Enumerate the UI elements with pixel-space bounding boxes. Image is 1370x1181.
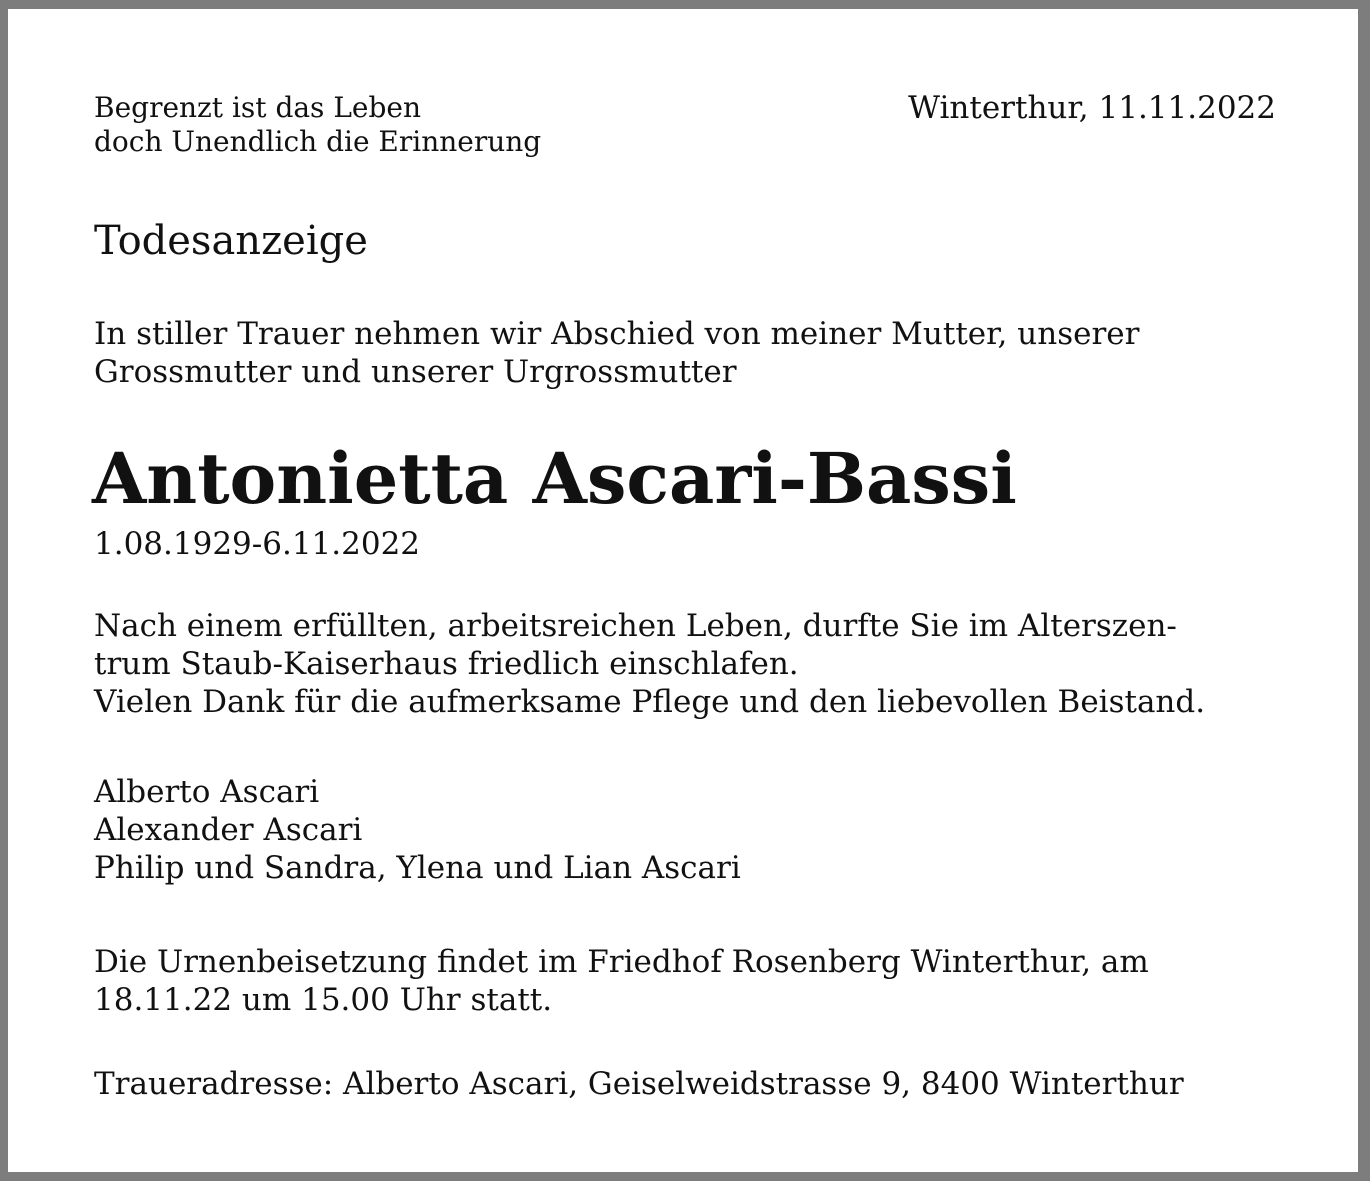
burial-line: 18.11.22 um 15.00 Uhr statt. <box>94 982 553 1018</box>
burial-info <box>94 943 1274 1019</box>
intro-line: In stiller Trauer nehmen wir Abschied von meiner Mutter, unserer <box>94 316 1140 352</box>
place-date: Winterthur, 11.11.2022 <box>908 90 1276 126</box>
message-line: trum Staub-Kaiserhaus friedlich einschlafen. <box>94 646 799 682</box>
mourner-name: Alberto Ascari <box>94 774 320 810</box>
motto-line: Begrenzt ist das Leben <box>94 91 422 124</box>
life-dates: 1.08.1929-6.11.2022 <box>94 526 421 562</box>
motto <box>94 91 541 159</box>
mourning-address: Traueradresse: Alberto Ascari, Geiselweidstrasse 9, 8400 Winterthur <box>94 1066 1184 1102</box>
mourner-name: Alexander Ascari <box>94 812 363 848</box>
intro-text <box>94 315 1284 391</box>
deceased-name: Antonietta Ascari-Bassi <box>92 437 1017 520</box>
mourners-list <box>94 773 741 887</box>
message-line: Nach einem erfüllten, arbeitsreichen Leben, durfte Sie im Alterszen- <box>94 608 1177 644</box>
obituary-page <box>8 9 1358 1172</box>
message-line: Vielen Dank für die aufmerksame Pflege und den liebevollen Beistand. <box>94 684 1206 720</box>
intro-line: Grossmutter und unserer Urgrossmutter <box>94 354 737 390</box>
message-text <box>94 607 1274 721</box>
mourner-name: Philip und Sandra, Ylena und Lian Ascari <box>94 850 741 886</box>
burial-line: Die Urnenbeisetzung findet im Friedhof Rosenberg Winterthur, am <box>94 944 1149 980</box>
motto-line: doch Unendlich die Erinnerung <box>94 125 542 158</box>
page-title: Todesanzeige <box>94 218 368 264</box>
